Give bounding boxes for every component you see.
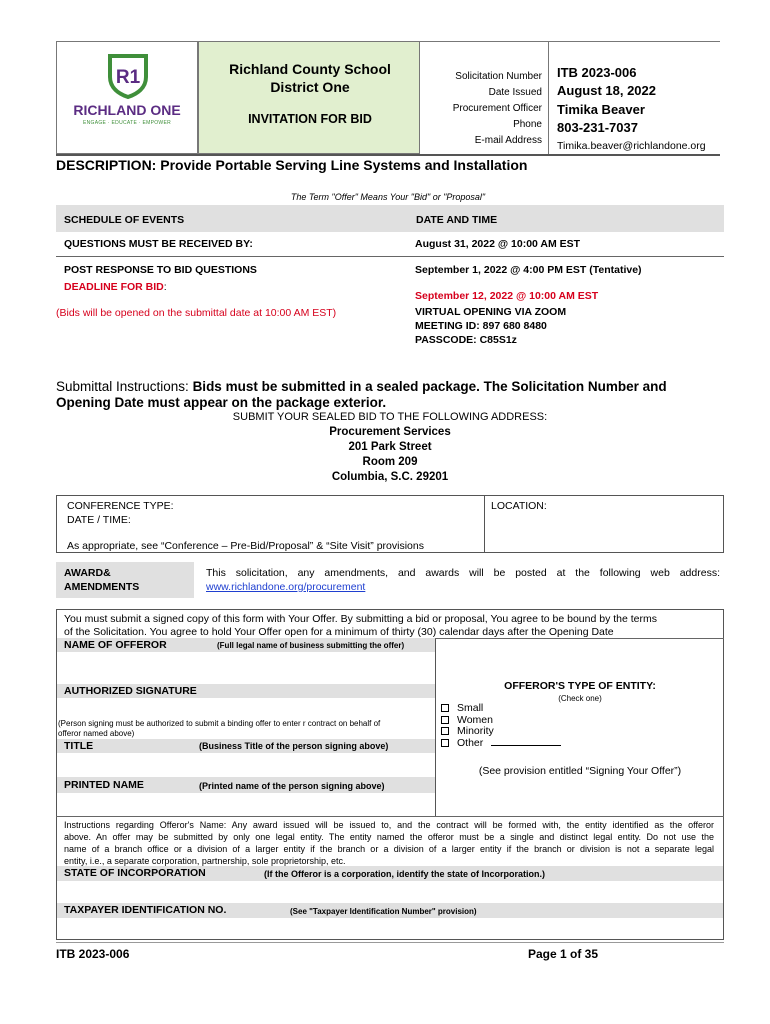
email-value[interactable]: Timika.beaver@richlandone.org xyxy=(557,140,706,152)
title-hint: (Business Title of the person signing above) xyxy=(199,741,389,751)
procurement-link[interactable]: www.richlandone.org/procurement xyxy=(206,581,366,593)
entity-title: OFFEROR'S TYPE OF ENTITY: xyxy=(504,680,656,692)
entity-option-other[interactable]: Other xyxy=(441,738,561,750)
printed-name-label: PRINTED NAME xyxy=(64,779,144,791)
offer-intro-line2: of the Solicitation. You agree to hold Your Offer open for a minimum of thirty (30) calendar days after the Opening Date xyxy=(64,626,614,638)
doc-type: INVITATION FOR BID xyxy=(248,112,372,126)
footer-solicitation: ITB 2023-006 xyxy=(56,947,130,961)
instructions-line: above. An offer may be submitted by only one legal entity. The entity named the offeror must be a single and distinct legal entity. Do not use the xyxy=(64,832,714,842)
district-name-line1: Richland County School xyxy=(229,61,391,77)
checkbox-icon[interactable] xyxy=(441,739,449,747)
state-label-row xyxy=(57,866,723,881)
taxpayer-hint: (See "Taxpayer Identification Number" provision) xyxy=(290,907,477,916)
logo-tagline: ENGAGE · EDUCATE · EMPOWER xyxy=(83,120,171,126)
solicitation-number-label: Solicitation Number xyxy=(455,71,542,82)
logo-cell xyxy=(56,41,198,154)
address-line: Columbia, S.C. 29201 xyxy=(331,471,449,483)
instructions-line: name of a branch office or a division of a larger entity if the branch or a division of a larger entity if the branch or division is not a separate legal xyxy=(64,844,714,854)
post-response-label: POST RESPONSE TO BID QUESTIONS xyxy=(64,264,257,276)
offer-intro-line1: You must submit a signed copy of this form with Your Offer. By submitting a bid or proposal, You agree to be bound by the terms xyxy=(64,613,658,625)
taxpayer-field[interactable] xyxy=(57,918,723,939)
conference-note: As appropriate, see “Conference – Pre-Bid/Proposal” & “Site Visit” provisions xyxy=(67,540,424,552)
title-cell xyxy=(198,41,420,154)
instructions-line: Instructions regarding Offeror's Name: Any award issued will be issued to, and the contract will be formed with, the entity identified as the offeror xyxy=(64,820,714,830)
title-field[interactable] xyxy=(57,753,435,777)
state-of-incorporation-label: STATE OF INCORPORATION xyxy=(64,867,206,879)
instructions-block xyxy=(64,819,714,867)
address-line: 201 Park Street xyxy=(348,441,432,453)
bids-opened-note: (Bids will be opened on the submittal date at 10:00 AM EST) xyxy=(56,307,337,319)
post-response-value: September 1, 2022 @ 4:00 PM EST (Tentative) xyxy=(415,264,642,276)
zoom-meeting-id: MEETING ID: 897 680 8480 xyxy=(415,320,547,332)
state-field[interactable] xyxy=(57,881,723,903)
other-blank[interactable] xyxy=(491,745,561,746)
state-hint: (If the Offeror is a corporation, identify the state of Incorporation.) xyxy=(264,869,546,879)
entity-option-minority[interactable]: Minority xyxy=(441,726,561,738)
header-labels xyxy=(420,41,548,154)
deadline-label: DEADLINE FOR BID: xyxy=(64,281,167,293)
schedule-divider xyxy=(56,256,724,257)
instructions-line: entity, i.e., a separate corporation, partnership, sole proprietorship, etc. xyxy=(64,856,346,866)
header-values xyxy=(548,41,720,154)
deadline-value: September 12, 2022 @ 10:00 AM EST xyxy=(415,290,599,302)
entity-option-women[interactable]: Women xyxy=(441,715,561,727)
conference-divider xyxy=(484,496,485,552)
description: DESCRIPTION: Provide Portable Serving Line Systems and Installation xyxy=(56,157,528,173)
offeror-name-hint: (Full legal name of business submitting the offer) xyxy=(217,641,405,650)
authorized-signature-label: AUTHORIZED SIGNATURE xyxy=(64,685,197,697)
entity-option-small[interactable]: Small xyxy=(441,703,561,715)
conference-datetime-label: DATE / TIME: xyxy=(67,514,131,526)
mailing-address xyxy=(56,425,724,485)
offeror-name-field[interactable] xyxy=(57,652,435,684)
submittal-instructions xyxy=(56,379,736,411)
location-label: LOCATION: xyxy=(491,500,547,512)
printed-name-hint: (Printed name of the person signing above) xyxy=(199,781,385,791)
solicitation-number-value: ITB 2023-006 xyxy=(557,65,637,80)
address-line: Procurement Services xyxy=(329,426,451,438)
signature-hint-line2: offeror named above) xyxy=(58,729,135,738)
questions-label: QUESTIONS MUST BE RECEIVED BY: xyxy=(64,238,253,250)
schedule-col-events: SCHEDULE OF EVENTS xyxy=(64,214,185,226)
signature-label-row xyxy=(57,684,435,698)
signature-hint-line1: (Person signing must be authorized to submit a binding offer to enter r contract on behalf of xyxy=(58,719,381,728)
page-number: Page 1 of 35 xyxy=(528,947,599,961)
submittal-bold-line2: Opening Date must appear on the package exterior. xyxy=(56,395,387,410)
footer-rule xyxy=(56,942,724,943)
date-issued-value: August 18, 2022 xyxy=(557,83,656,98)
form-vertical-divider xyxy=(435,638,436,816)
entity-note: (See provision entitled “Signing Your Offer”) xyxy=(478,765,682,777)
submittal-prefix: Submittal Instructions: xyxy=(56,379,193,394)
awards-label2: AMENDMENTS xyxy=(64,581,140,593)
offeror-name-label: NAME OF OFFEROR xyxy=(64,639,167,651)
address-intro: SUBMIT YOUR SEALED BID TO THE FOLLOWING ADDRESS: xyxy=(232,411,548,423)
entity-hint: (Check one) xyxy=(558,694,602,703)
phone-label: Phone xyxy=(513,119,542,130)
conference-type-label: CONFERENCE TYPE: xyxy=(67,500,174,512)
printed-name-label-row xyxy=(57,777,435,793)
schedule-col-datetime: DATE AND TIME xyxy=(416,214,498,226)
zoom-passcode: PASSCODE: C85S1z xyxy=(415,334,517,346)
conference-box xyxy=(56,495,724,553)
submittal-bold-line1: Bids must be submitted in a sealed package. The Solicitation Number and xyxy=(192,379,667,394)
title-label-row xyxy=(57,739,435,753)
procurement-officer-value: Timika Beaver xyxy=(557,102,645,117)
phone-value: 803-231-7037 xyxy=(557,120,638,135)
signature-field[interactable] xyxy=(57,698,435,718)
date-issued-label: Date Issued xyxy=(488,87,542,98)
header-bottom-border xyxy=(56,154,720,156)
richland-one-shield-icon xyxy=(107,53,149,99)
checkbox-icon[interactable] xyxy=(441,727,449,735)
entity-options xyxy=(441,703,561,749)
questions-value: August 31, 2022 @ 10:00 AM EST xyxy=(415,238,581,250)
instructions-top-border xyxy=(56,816,724,817)
offeror-name-label-row xyxy=(57,638,435,652)
logo-mark: R1 xyxy=(115,67,141,88)
printed-name-field[interactable] xyxy=(57,793,435,815)
checkbox-icon[interactable] xyxy=(441,716,449,724)
zoom-line1: VIRTUAL OPENING VIA ZOOM xyxy=(415,306,567,318)
checkbox-icon[interactable] xyxy=(441,704,449,712)
term-note: The Term "Offer" Means Your "Bid" or "Proposal" xyxy=(290,192,486,202)
schedule-header-row xyxy=(56,205,724,232)
awards-label-cell xyxy=(56,562,194,598)
logo-brand: RICHLAND ONE xyxy=(73,102,181,118)
district-name-line2: District One xyxy=(270,79,350,95)
taxpayer-label-row xyxy=(57,903,723,918)
awards-label1: AWARD& xyxy=(64,567,111,579)
entity-top-border xyxy=(435,638,724,639)
taxpayer-id-label: TAXPAYER IDENTIFICATION NO. xyxy=(64,904,227,916)
address-line: Room 209 xyxy=(362,456,418,468)
email-label: E-mail Address xyxy=(474,135,542,146)
awards-text: This solicitation, any amendments, and awards will be posted at the following web address: xyxy=(206,567,720,579)
procurement-officer-label: Procurement Officer xyxy=(452,103,542,114)
title-label: TITLE xyxy=(64,740,94,752)
